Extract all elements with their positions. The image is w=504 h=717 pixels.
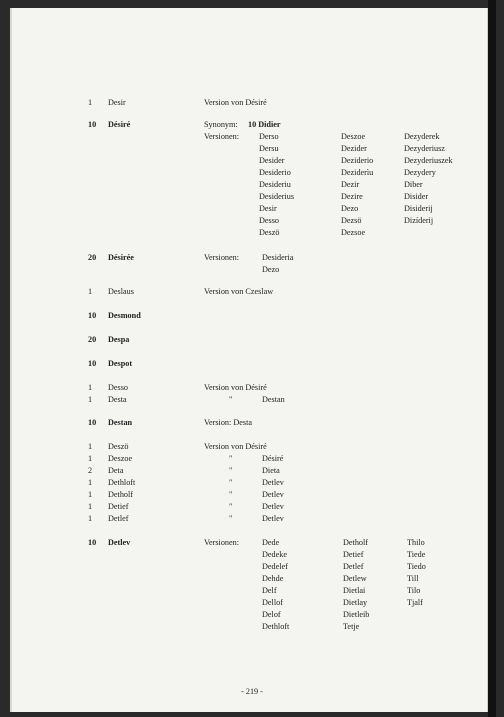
- entry-name: Dethloft: [108, 478, 136, 487]
- variant-name: Tetje: [343, 622, 360, 631]
- variant-name: Dezider: [341, 144, 367, 153]
- entry-reference: Detlev: [262, 478, 284, 487]
- variant-name: Delf: [262, 586, 277, 595]
- variant-name: Dezyderek: [404, 132, 440, 141]
- entry-name: Despot: [108, 359, 133, 368]
- variant-name: Dezo: [341, 204, 359, 213]
- variant-name: Delof: [262, 610, 281, 619]
- entry-number: 1: [88, 98, 93, 107]
- entry-name: Deslaus: [108, 287, 134, 296]
- variant-name: Dezire: [341, 192, 363, 201]
- variant-name: Deziderìu: [341, 168, 374, 177]
- variant-name: Deszö: [259, 228, 280, 237]
- variant-name: Dietlai: [343, 586, 366, 595]
- entry-name: Desso: [108, 383, 129, 392]
- entry-description: ": [229, 478, 233, 487]
- variant-name: Dehde: [262, 574, 284, 583]
- entry-description: Version von Désiré: [204, 383, 267, 392]
- entry-description: ": [229, 454, 233, 463]
- variant-name: Tiedo: [407, 562, 426, 571]
- variant-name: Dethloft: [262, 622, 290, 631]
- entry-description: Versionen:: [204, 538, 240, 547]
- variant-name: Dezir: [341, 180, 360, 189]
- variant-name: Disider: [404, 192, 429, 201]
- entry-description: ": [229, 514, 233, 523]
- entry-name: Desir: [108, 98, 126, 107]
- entry-name: Detlev: [108, 538, 131, 547]
- entry-reference: Destan: [262, 395, 285, 404]
- entry-number: 1: [88, 442, 93, 451]
- variant-name: Tjalf: [407, 598, 423, 607]
- entry-number: 1: [88, 383, 93, 392]
- entry-name: Despa: [108, 335, 130, 344]
- entry-number: 1: [88, 502, 93, 511]
- entry-description: ": [229, 395, 233, 404]
- variant-name: Deziderio: [341, 156, 374, 165]
- entry-number: 10: [88, 418, 97, 427]
- entry-number: 1: [88, 490, 93, 499]
- variant-name: Dezyderiusz: [404, 144, 445, 153]
- entry-description: ": [229, 466, 233, 475]
- variant-name: Dellof: [262, 598, 283, 607]
- variant-name: Desideria: [262, 253, 294, 262]
- variant-name: Desir: [259, 204, 277, 213]
- variant-name: Dietleib: [343, 610, 370, 619]
- variant-name: Detlef: [343, 562, 364, 571]
- entry-name: Deszö: [108, 442, 129, 451]
- entry-reference: Detlev: [262, 502, 284, 511]
- variant-name: Tiede: [407, 550, 426, 559]
- variant-name: Dietlay: [343, 598, 368, 607]
- entry-description: Version von Czeslaw: [204, 287, 274, 296]
- variant-name: Dersu: [259, 144, 279, 153]
- variant-name: Desideriu: [259, 180, 291, 189]
- entry-number: 20: [88, 335, 97, 344]
- variant-name: Dezydery: [404, 168, 436, 177]
- entry-name: Destan: [108, 418, 133, 427]
- entry-reference: Désiré: [262, 454, 284, 463]
- variant-name: Dezo: [262, 265, 280, 274]
- entry-description: Version von Désiré: [204, 98, 267, 107]
- variant-name: Dede: [262, 538, 280, 547]
- entry-reference: Detlev: [262, 490, 284, 499]
- variant-name: Detholf: [343, 538, 369, 547]
- variant-name: Deszoe: [341, 132, 366, 141]
- entry-reference: Detlev: [262, 514, 284, 523]
- variant-name: Detlew: [343, 574, 367, 583]
- entry-name: Deta: [108, 466, 124, 475]
- entry-reference: Dieta: [262, 466, 280, 475]
- entry-description: Version: Desta: [204, 418, 252, 427]
- entry-name: Désirée: [108, 253, 134, 262]
- entry-name: Desta: [108, 395, 127, 404]
- book-edge: [488, 0, 496, 717]
- variant-name: Thilo: [407, 538, 425, 547]
- entry-description: Version von Désiré: [204, 442, 267, 451]
- variant-name: Till: [407, 574, 419, 583]
- variant-name: Desiderius: [259, 192, 295, 201]
- variant-name: Tilo: [407, 586, 421, 595]
- variant-name: Detief: [343, 550, 364, 559]
- variant-name: Disiderij: [404, 204, 433, 213]
- variant-name: Dezsoe: [341, 228, 366, 237]
- entry-description: Versionen:: [204, 253, 240, 262]
- entry-number: 1: [88, 287, 93, 296]
- entry-number: 1: [88, 395, 93, 404]
- variant-name: Diber: [404, 180, 423, 189]
- entry-name: Désiré: [108, 120, 131, 129]
- variant-name: Dezyderiuszek: [404, 156, 453, 165]
- entry-description: Versionen:: [204, 132, 240, 141]
- entry-number: 1: [88, 514, 93, 523]
- page-number: - 219 -: [241, 687, 263, 696]
- entry-number: 1: [88, 454, 93, 463]
- entry-name: Detholf: [108, 490, 134, 499]
- entry-description: ": [229, 502, 233, 511]
- entry-number: 1: [88, 478, 93, 487]
- entry-number: 10: [88, 359, 97, 368]
- variant-name: Desso: [259, 216, 280, 225]
- entry-description: Synonym:: [204, 120, 238, 129]
- entry-name: Deszoe: [108, 454, 133, 463]
- variant-name: Desider: [259, 156, 285, 165]
- variant-name: Dedeke: [262, 550, 288, 559]
- variant-name: Dedelef: [262, 562, 288, 571]
- entry-description: ": [229, 490, 233, 499]
- variant-name: Desiderio: [259, 168, 291, 177]
- variant-name: Dizíderij: [404, 216, 434, 225]
- entry-name: Detief: [108, 502, 129, 511]
- entry-name: Desmond: [108, 311, 141, 320]
- variant-name: Dezsö: [341, 216, 362, 225]
- variant-name: Derso: [259, 132, 279, 141]
- entry-synonym: 10 Didier: [248, 120, 281, 129]
- entry-number: 10: [88, 120, 97, 129]
- entry-number: 20: [88, 253, 97, 262]
- entry-number: 10: [88, 311, 97, 320]
- entry-name: Detlef: [108, 514, 129, 523]
- entry-number: 10: [88, 538, 97, 547]
- entry-number: 2: [88, 466, 93, 475]
